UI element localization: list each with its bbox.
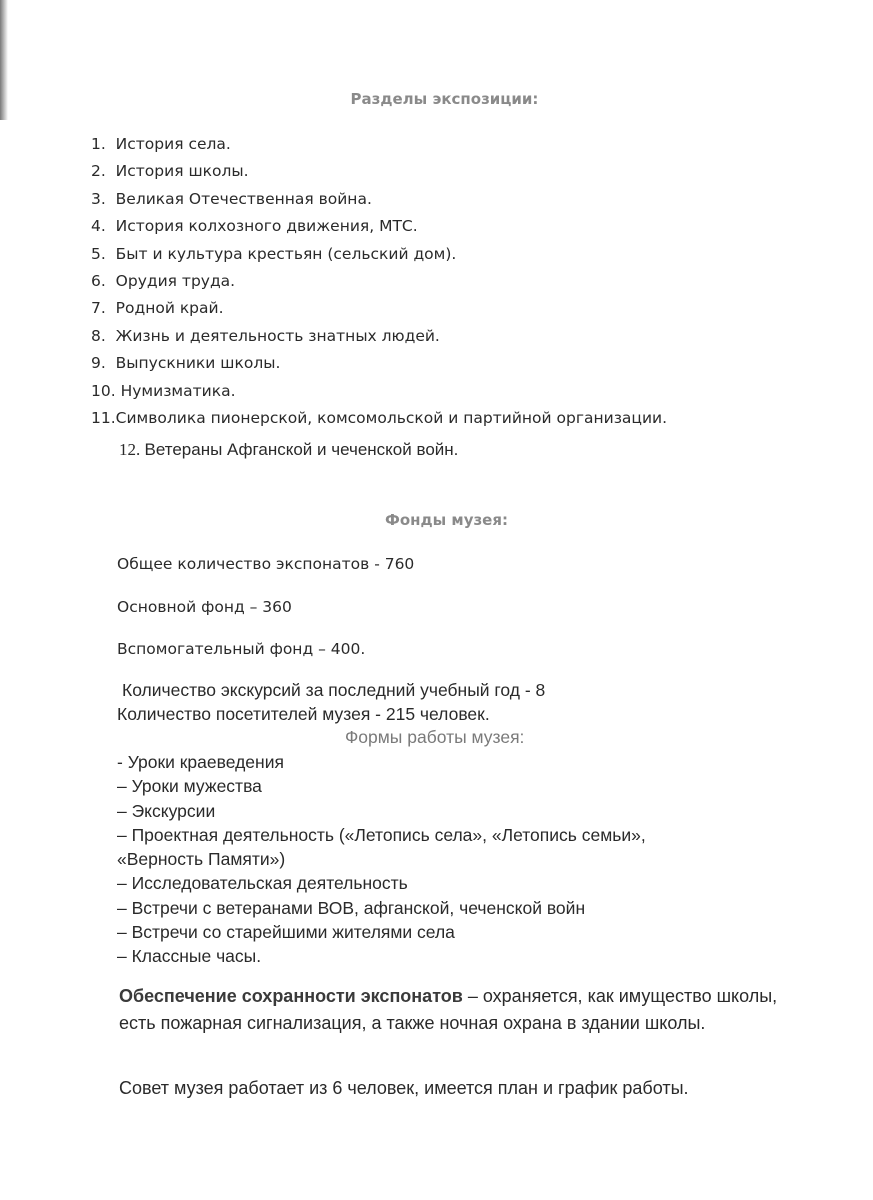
- section-item-12: 12. Ветераны Афганской и чеченской войн.: [119, 440, 459, 459]
- list-item: – Экскурсии: [117, 800, 216, 821]
- funds-main: Основной фонд – 360: [117, 598, 292, 616]
- list-item: 11.Символика пионерской, комсомольской и партийной организации.: [91, 408, 668, 427]
- safety-paragraph: [119, 983, 779, 1037]
- list-item: 6. Орудия труда.: [91, 271, 236, 290]
- list-item: – Классные часы.: [117, 946, 262, 967]
- list-item: 8. Жизнь и деятельность знатных людей.: [91, 326, 440, 345]
- safety-title: Обеспечение сохранности экспонатов: [119, 986, 463, 1006]
- list-item: 2. История школы.: [91, 162, 249, 181]
- council-paragraph: Совет музея работает из 6 человек, имеется план и график работы.: [119, 1078, 689, 1098]
- list-item: - Уроки краеведения: [117, 752, 284, 772]
- funds-total: Общее количество экспонатов - 760: [117, 555, 415, 573]
- list-item: 1. История села.: [91, 135, 231, 153]
- scan-edge-shadow: [0, 0, 8, 120]
- list-item: 5. Быт и культура крестьян (сельский дом).: [91, 244, 457, 263]
- sections-heading: Разделы экспозиции:: [350, 90, 539, 108]
- list-item: – Встречи со старейшими жителями села: [117, 922, 455, 943]
- list-item: 4. История колхозного движения, МТС.: [91, 217, 418, 236]
- list-item: 3. Великая Отечественная война.: [91, 189, 372, 208]
- list-item: 10. Нумизматика.: [91, 381, 236, 400]
- list-item: – Проектная деятельность («Летопись села», «Летопись семьи»,: [117, 824, 646, 845]
- forms-heading: Формы работы музея:: [345, 727, 525, 747]
- funds-aux: Вспомогательный фонд – 400.: [117, 640, 366, 658]
- excursions-count: Количество экскурсий за последний учебный год - 8: [122, 680, 546, 700]
- sections-list: [91, 131, 667, 432]
- forms-list: [117, 750, 646, 969]
- list-item: 9. Выпускники школы.: [91, 354, 281, 373]
- list-item: – Исследовательская деятельность: [117, 873, 408, 894]
- safety-text: – охраняется, как имущество школы, есть пожарная сигнализация, а также ночная охрана в здании школы.: [119, 986, 778, 1033]
- list-item: 7. Родной край.: [91, 299, 224, 318]
- funds-heading: Фонды музея:: [384, 511, 508, 529]
- visitors-count: Количество посетителей музея - 215 человек.: [117, 704, 490, 724]
- list-item: – Встречи с ветеранами ВОВ, афганской, чеченской войн: [117, 897, 586, 918]
- list-item: – Уроки мужества: [117, 776, 262, 797]
- list-item: «Верность Памяти»): [117, 849, 286, 870]
